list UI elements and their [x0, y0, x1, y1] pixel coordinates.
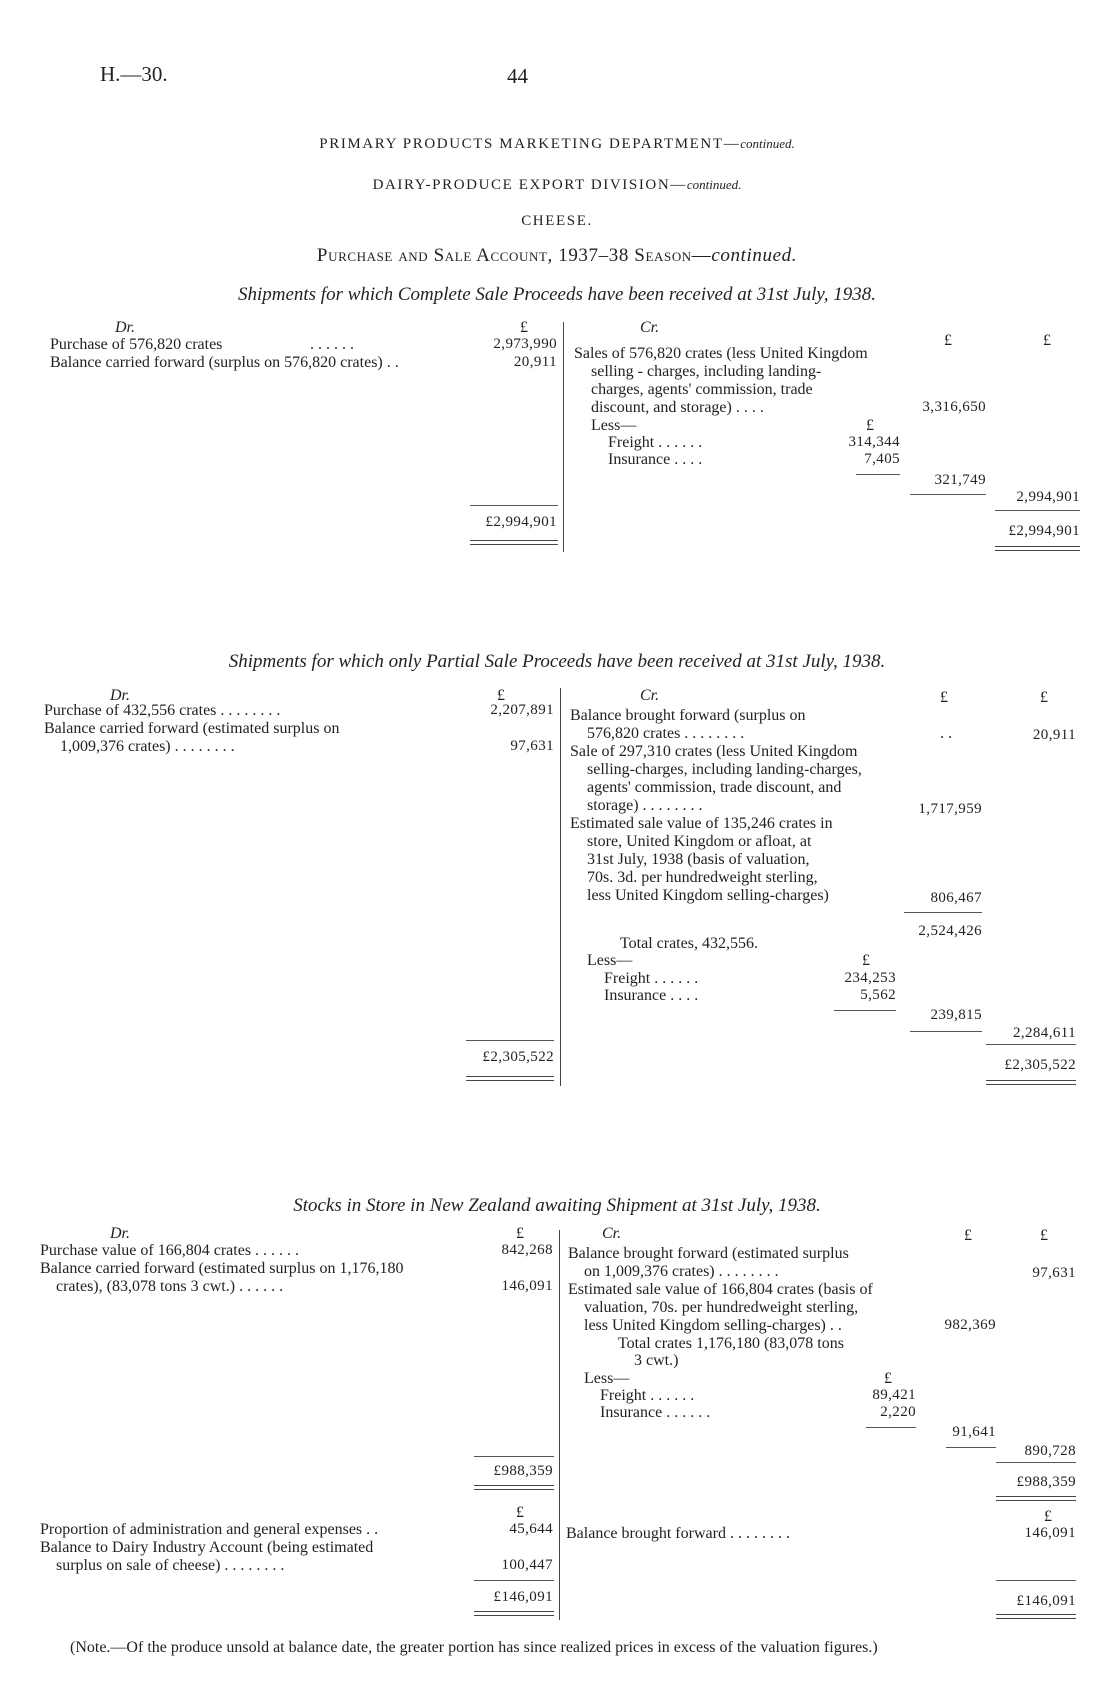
section1-cr-total: £2,994,901: [1008, 523, 1080, 539]
section2-cr-label: Cr.: [640, 687, 660, 704]
section1-cr-rule: [995, 510, 1080, 511]
section1-divider: [563, 322, 564, 552]
section1-title: Shipments for which Complete Sale Proceeds have been received at 31st July, 1938.: [237, 284, 877, 305]
section3-dr-pound: £: [516, 1225, 524, 1242]
section2-insurance-amount: 5,562: [860, 987, 896, 1003]
section3-less-pound: £: [884, 1370, 892, 1387]
section1-cr-double-rule: [995, 546, 1080, 551]
section2-net-amount: 2,284,611: [1012, 1025, 1076, 1041]
section1-less-label: Less—: [591, 417, 637, 434]
section3-title: Stocks in Store in New Zealand awaiting Shipment at 31st July, 1938.: [293, 1195, 821, 1216]
section2-cr-sale-line: Sale of 297,310 crates (less United Kingdom: [570, 743, 858, 760]
section3-total-crates: Total crates 1,176,180 (83,078 tons: [618, 1335, 844, 1352]
section2-divider: [560, 688, 561, 1086]
section1-net-rule: [910, 494, 986, 495]
section2-title: Shipments for which only Partial Sale Proceeds have been received at 31st July, 1938.: [228, 651, 886, 672]
section3-cr2-amount: 146,091: [1024, 1525, 1076, 1541]
section3-dr2-amount: 45,644: [509, 1521, 553, 1537]
section2-dr-total: £2,305,522: [482, 1049, 554, 1065]
section2-cr-est-line: 70s. 3d. per hundredweight sterling,: [587, 869, 818, 886]
section2-total-crates: Total crates, 432,556.: [620, 935, 758, 952]
section3-cr-label: Cr.: [602, 1225, 622, 1242]
section1-less-pound: £: [866, 417, 874, 434]
section3-dr-double-rule: [474, 1485, 554, 1490]
section3-less-total: 91,641: [952, 1424, 996, 1440]
section3-dr-label: Dr.: [110, 1225, 131, 1242]
section3-dr-total: £988,359: [493, 1463, 553, 1479]
section1-dr-amount: 2,973,990: [493, 336, 557, 352]
section2-cr-total: £2,305,522: [1004, 1057, 1076, 1073]
section3-net-rule: [946, 1447, 996, 1448]
footnote: (Note.—Of the produce unsold at balance date, the greater portion has since realized prices in excess of the valuation figures.): [70, 1639, 878, 1656]
account-continued: continued.: [711, 245, 798, 266]
section3-dr-amount: 146,091: [501, 1278, 553, 1294]
section3-cr2-line: Balance brought forward . . . . . . . .: [566, 1525, 790, 1542]
section2-cr-est-line: less United Kingdom selling-charges): [587, 887, 829, 904]
section3-freight-label: Freight . . . . . .: [600, 1387, 695, 1404]
section3-dr-amount: 842,268: [501, 1242, 553, 1258]
section3-cr-est-line: valuation, 70s. per hundredweight sterling,: [584, 1299, 859, 1316]
department-name: PRIMARY PRODUCTS MARKETING DEPARTMENT—: [319, 136, 741, 152]
account-heading: [0, 246, 1114, 265]
division-continued: continued.: [686, 177, 742, 192]
section1-dr-line: Balance carried forward (surplus on 576,820 crates) . .: [50, 354, 399, 371]
section2-cr-pound: £: [940, 689, 948, 706]
section1-dr-dots: . . . . . .: [310, 336, 354, 353]
section3-net-amount: 890,728: [1024, 1443, 1076, 1459]
section2-freight-amount: 234,253: [844, 970, 896, 986]
section3-dr2-line: Balance to Dairy Industry Account (being estimated: [40, 1539, 374, 1556]
section2-cr-sale-line: storage) . . . . . . . .: [587, 797, 703, 814]
section1-dr-rule: [470, 505, 558, 506]
section1-dr-pound: £: [520, 319, 528, 336]
section3-dr2-double-rule: [474, 1611, 554, 1616]
page-reference: H.—30.: [100, 62, 168, 86]
section2-cr-est-line: 31st July, 1938 (basis of valuation,: [587, 851, 810, 868]
section3-insurance-label: Insurance . . . . . .: [600, 1404, 711, 1421]
section1-cr-pound: £: [944, 332, 952, 349]
section3-dr2-pound: £: [516, 1504, 524, 1521]
section1-insurance-label: Insurance . . . .: [608, 451, 703, 468]
section2-cr-sale-line: agents' commission, trade discount, and: [587, 779, 842, 796]
division-name: DAIRY-PRODUCE EXPORT DIVISION—: [372, 177, 687, 193]
section2-dr-rule: [466, 1040, 554, 1041]
section3-est-amount: 982,369: [944, 1317, 996, 1333]
section1-less-total: 321,749: [934, 472, 986, 488]
section1-net-amount: 2,994,901: [1016, 489, 1080, 505]
account-name: Purchase and Sale Account, 1937–38 Season—: [316, 245, 712, 266]
section3-dr2-line: surplus on sale of cheese) . . . . . . . .: [56, 1557, 285, 1574]
section2-est-amount: 806,467: [930, 890, 982, 906]
section2-cr-dots: . .: [940, 725, 952, 742]
section1-cr-line: discount, and storage) . . . .: [591, 399, 764, 416]
section3-cr2-pound: £: [1044, 1508, 1052, 1525]
section2-dr-line: Purchase of 432,556 crates . . . . . . . .: [44, 702, 281, 719]
section3-cr-double-rule: [996, 1496, 1076, 1501]
section2-less-pound: £: [862, 952, 870, 969]
section1-cr-label: Cr.: [640, 319, 660, 336]
section3-cr-total: £988,359: [1016, 1474, 1076, 1490]
section2-dr-line: 1,009,376 crates) . . . . . . . .: [60, 738, 235, 755]
section3-dr-line: crates), (83,078 tons 3 cwt.) . . . . . .: [56, 1278, 284, 1295]
section1-cr-line: Sales of 576,820 crates (less United Kingdom: [574, 345, 868, 362]
section2-dr-amount: 2,207,891: [490, 702, 554, 718]
section2-dr-pound: £: [497, 687, 505, 704]
section3-cr-balance-line: on 1,009,376 crates) . . . . . . . .: [584, 1263, 779, 1280]
section3-cr-est-line: less United Kingdom selling-charges) . .: [584, 1317, 842, 1334]
section3-cr-pound: £: [1040, 1227, 1048, 1244]
division-heading: [0, 178, 1114, 193]
section1-sales-amount: 3,316,650: [922, 399, 986, 415]
section2-less-total: 239,815: [930, 1007, 982, 1023]
section1-dr-double-rule: [470, 540, 558, 545]
section3-dr2-rule: [474, 1580, 554, 1581]
section2-cr-balance-line: Balance brought forward (surplus on: [570, 707, 806, 724]
section2-balance-amount: 20,911: [1032, 727, 1076, 743]
section3-less-label: Less—: [584, 1370, 630, 1387]
product-heading: CHEESE.: [521, 213, 593, 229]
section2-dr-line: Balance carried forward (estimated surplus on: [44, 720, 340, 737]
section2-sale-amount: 1,717,959: [918, 801, 982, 817]
section3-balance-amount: 97,631: [1032, 1265, 1076, 1281]
section2-cr-est-line: store, United Kingdom or afloat, at: [587, 833, 812, 850]
section2-insurance-label: Insurance . . . .: [604, 987, 699, 1004]
section3-cr2-total: £146,091: [1016, 1593, 1076, 1609]
section3-dr-line: Balance carried forward (estimated surplus on 1,176,180: [40, 1260, 404, 1277]
page-number: 44: [507, 64, 528, 88]
section2-cr-sale-line: selling-charges, including landing-charges,: [587, 761, 862, 778]
section2-less-label: Less—: [587, 952, 633, 969]
section1-cr-line: charges, agents' commission, trade: [591, 381, 813, 398]
section2-dr-double-rule: [466, 1076, 554, 1081]
section3-cr-est-line: Estimated sale value of 166,804 crates (basis of: [568, 1281, 873, 1298]
section3-dr-rule: [474, 1456, 554, 1457]
section2-subtotal: 2,524,426: [918, 923, 982, 939]
section3-cr2-rule: [996, 1580, 1076, 1581]
section1-cr-line: selling - charges, including landing-: [591, 363, 822, 380]
section2-cr-rule: [986, 1044, 1076, 1045]
section2-net-rule: [910, 1031, 982, 1032]
section1-insurance-amount: 7,405: [864, 451, 900, 467]
section3-divider: [559, 1230, 560, 1620]
section1-freight-label: Freight . . . . . .: [608, 434, 703, 451]
section2-cr-balance-line: 576,820 crates . . . . . . . .: [587, 725, 745, 742]
section2-cr-double-rule: [986, 1080, 1076, 1085]
section3-cr-balance-line: Balance brought forward (estimated surplus: [568, 1245, 849, 1262]
section1-freight-amount: 314,344: [848, 434, 900, 450]
section1-dr-total: £2,994,901: [485, 514, 557, 530]
section1-dr-label: Dr.: [115, 319, 136, 336]
section3-dr2-total: £146,091: [493, 1589, 553, 1605]
section3-cr2-double-rule: [996, 1614, 1076, 1619]
section3-freight-amount: 89,421: [872, 1387, 916, 1403]
section3-dr-line: Purchase value of 166,804 crates . . . . . .: [40, 1242, 300, 1259]
section2-freight-label: Freight . . . . . .: [604, 970, 699, 987]
section1-cr-pound: £: [1043, 332, 1051, 349]
section2-cr-est-line: Estimated sale value of 135,246 crates in: [570, 815, 833, 832]
section3-dr2-line: Proportion of administration and general expenses . .: [40, 1521, 379, 1538]
section2-cr-pound: £: [1040, 689, 1048, 706]
section3-insurance-amount: 2,220: [880, 1404, 916, 1420]
section3-cr-rule: [996, 1462, 1076, 1463]
section1-dr-line: Purchase of 576,820 crates: [50, 336, 223, 353]
section3-cr-pound: £: [964, 1227, 972, 1244]
section3-dr2-amount: 100,447: [501, 1557, 553, 1573]
department-continued: continued.: [740, 136, 795, 151]
department-heading: [0, 137, 1114, 152]
section3-total-crates-cont: 3 cwt.): [634, 1352, 679, 1369]
section2-dr-label: Dr.: [110, 687, 131, 704]
section1-dr-amount: 20,911: [513, 354, 557, 370]
section2-subtotal-rule: [904, 912, 982, 913]
section2-dr-amount: 97,631: [510, 738, 554, 754]
